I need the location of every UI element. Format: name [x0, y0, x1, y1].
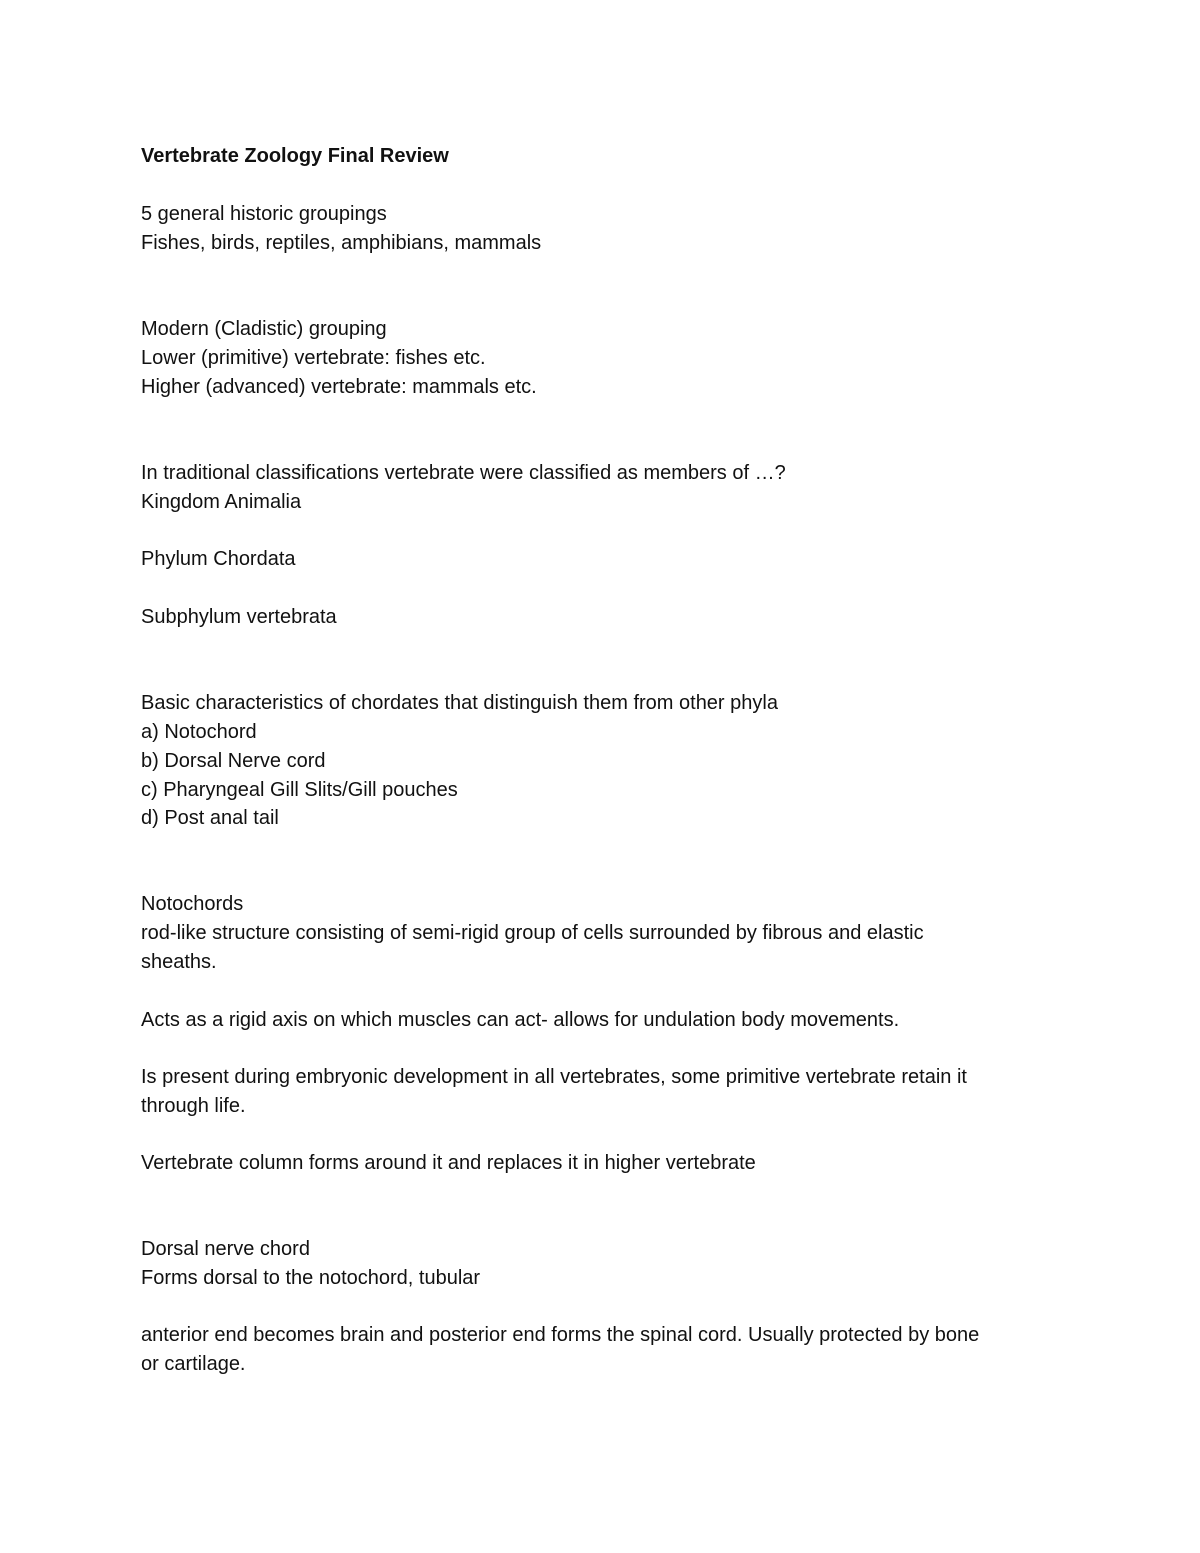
text-line: through life.	[141, 1095, 246, 1117]
text-line: Kingdom Animalia	[141, 491, 302, 513]
text-line: Phylum Chordata	[141, 548, 296, 570]
text-line: Higher (advanced) vertebrate: mammals etc.	[141, 376, 537, 398]
text-line: or cartilage.	[141, 1353, 246, 1375]
text-line: Acts as a rigid axis on which muscles can act- allows for undulation body movements.	[141, 1009, 900, 1031]
text-line: Subphylum vertebrata	[141, 606, 337, 628]
text-line: rod-like structure consisting of semi-rigid group of cells surrounded by fibrous and elastic	[141, 922, 924, 944]
text-line: sheaths.	[141, 951, 217, 973]
text-line: anterior end becomes brain and posterior end forms the spinal cord. Usually protected by bone	[141, 1324, 980, 1346]
list-item: c) Pharyngeal Gill Slits/Gill pouches	[141, 779, 458, 801]
list-item: d) Post anal tail	[141, 807, 279, 829]
text-line: Vertebrate column forms around it and replaces it in higher vertebrate	[141, 1152, 756, 1174]
list-item: a) Notochord	[141, 721, 257, 743]
text-line: Fishes, birds, reptiles, amphibians, mammals	[141, 232, 542, 254]
text-line: In traditional classifications vertebrate were classified as members of …?	[141, 462, 786, 484]
list-item: b) Dorsal Nerve cord	[141, 750, 326, 772]
text-line: Dorsal nerve chord	[141, 1238, 310, 1260]
text-line: Notochords	[141, 893, 244, 915]
text-line: Basic characteristics of chordates that distinguish them from other phyla	[141, 692, 778, 714]
text-line: Lower (primitive) vertebrate: fishes etc.	[141, 347, 486, 369]
document-title: Vertebrate Zoology Final Review	[141, 145, 449, 167]
text-line: 5 general historic groupings	[141, 203, 387, 225]
text-line: Modern (Cladistic) grouping	[141, 318, 387, 340]
text-line: Forms dorsal to the notochord, tubular	[141, 1267, 481, 1289]
text-line: Is present during embryonic development in all vertebrates, some primitive vertebrate retain it	[141, 1066, 967, 1088]
